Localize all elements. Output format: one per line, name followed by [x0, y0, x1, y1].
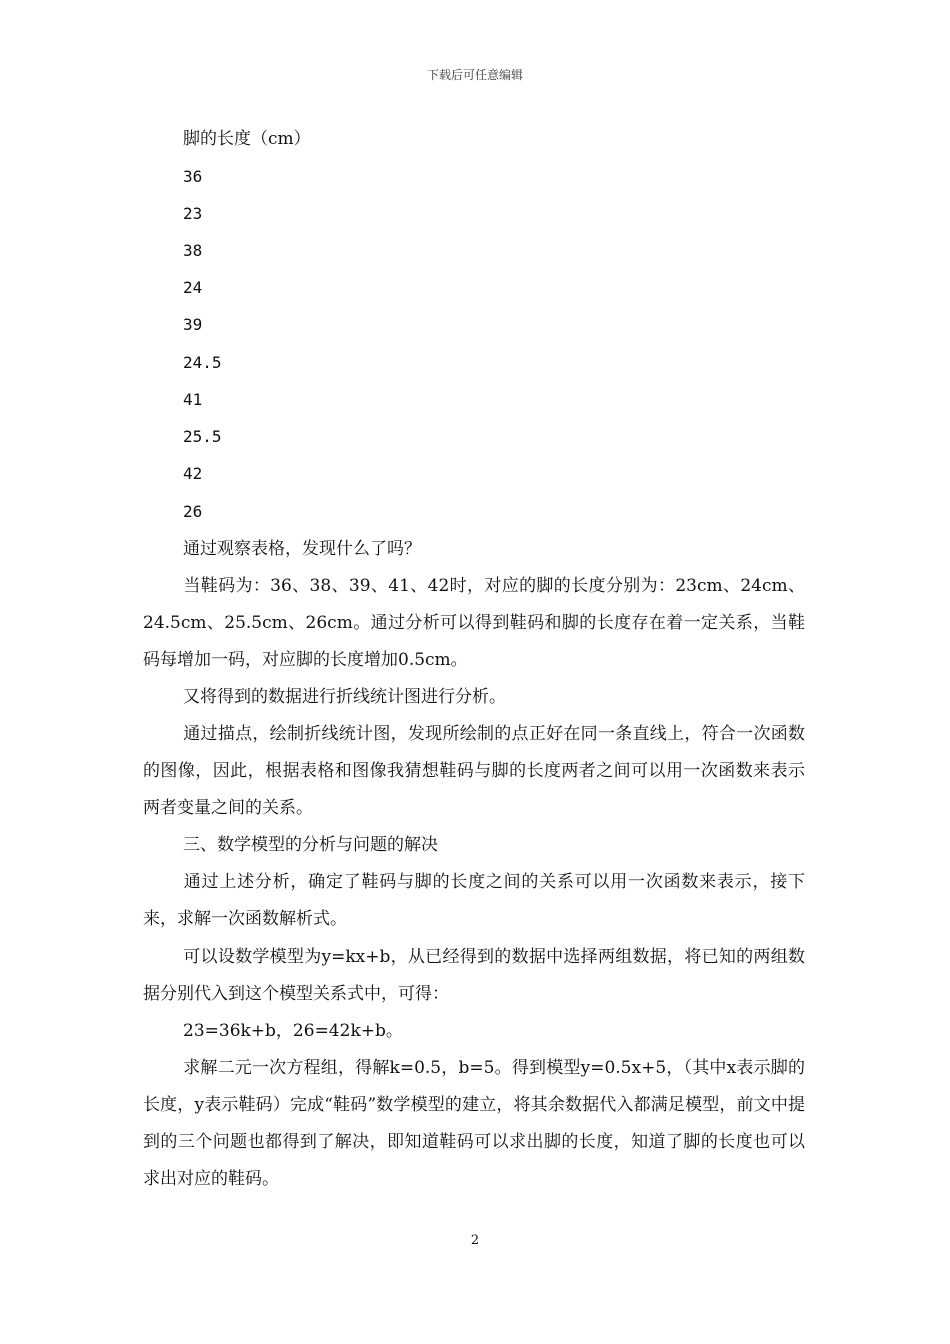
paragraph-observation — [143, 568, 805, 679]
paragraph-line-chart-text: 又将得到的数据进行折线统计图进行分析。 — [183, 687, 506, 707]
table-cell: 24 — [183, 278, 203, 297]
page-header: 下载后可任意编辑 — [426, 68, 523, 82]
paragraph-line-chart — [143, 679, 805, 716]
table-cell: 26 — [183, 502, 203, 521]
paragraph-equations — [143, 1013, 805, 1050]
paragraph-solution — [143, 1050, 805, 1198]
paragraph-question: 通过观察表格，发现什么了吗？ — [183, 539, 421, 559]
paragraph-equations-text: 23=36k+b，26=42k+b。 — [183, 1021, 403, 1041]
table-column-heading: 脚的长度（cm） — [183, 129, 311, 149]
paragraph-observation-text: 当鞋码为：36、38、39、41、42时，对应的脚的长度分别为：23cm、24cm、24.5cm、25.5cm、26cm。通过分析可以得到鞋码和脚的长度存在着一定关系，当鞋码每增加一码，对应脚的长度增加0.5cm。 — [143, 576, 805, 670]
paragraph-analysis — [143, 864, 805, 938]
table-cell: 23 — [183, 204, 203, 223]
paragraph-model-text: 可以设数学模型为y=kx+b，从已经得到的数据中选择两组数据，将已知的两组数据分别代入到这个模型关系式中，可得： — [143, 947, 805, 1004]
paragraph-solution-text: 求解二元一次方程组，得解k=0.5，b=5。得到模型y=0.5x+5，（其中x表示脚的长度，y表示鞋码）完成“鞋码”数学模型的建立，将其余数据代入都满足模型，前文中提到的三个问题也都得到了解决，即知道鞋码可以求出脚的长度，知道了脚的长度也可以求出对应的鞋码。 — [143, 1058, 805, 1189]
page-number: 2 — [470, 1233, 480, 1248]
table-cell: 24.5 — [183, 353, 222, 372]
section-heading-text: 三、数学模型的分析与问题的解决 — [183, 835, 438, 855]
paragraph-plotting-text: 通过描点，绘制折线统计图，发现所绘制的点正好在同一条直线上，符合一次函数的图像，因此，根据表格和图像我猜想鞋码与脚的长度两者之间可以用一次函数来表示两者变量之间的关系。 — [143, 724, 805, 818]
table-cell: 38 — [183, 241, 203, 260]
table-cell: 36 — [183, 167, 203, 186]
paragraph-analysis-text: 通过上述分析，确定了鞋码与脚的长度之间的关系可以用一次函数来表示，接下来，求解一次函数解析式。 — [143, 872, 805, 929]
table-cell: 39 — [183, 315, 203, 334]
table-cell: 42 — [183, 464, 203, 483]
table-cell: 41 — [183, 390, 203, 409]
paragraph-model — [143, 939, 805, 1013]
table-cell: 25.5 — [183, 427, 222, 446]
paragraph-plotting — [143, 716, 805, 827]
section-heading — [143, 827, 805, 864]
